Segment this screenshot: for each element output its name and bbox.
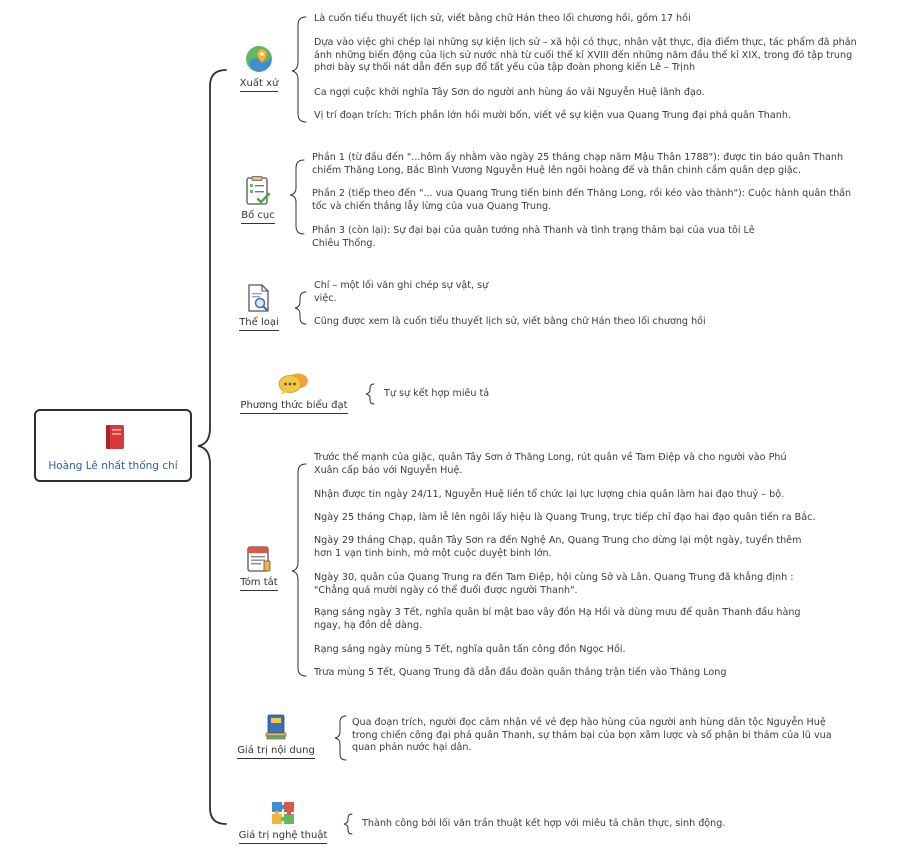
list-item: Qua đoạn trích, người đọc cảm nhận về vẻ đẹp hào hùng của người anh hùng dân tộc Nguyễn Huệ trong chiến công đại phá quân Thanh, sự thảm bại của bọn xâm lược và số phận bi thảm của lũ vua quan phản nước hại dân. (352, 717, 832, 753)
list-item: Phần 2 (tiếp theo đến "... vua Quang Trung tiến binh đến Thăng Long, rồi kéo vào thành"): Cuộc hành quân thần tốc và chiến thắng lẫy lừng của vua Quang Trung. (312, 188, 852, 212)
branch-label: Xuất xứ (240, 78, 279, 92)
list-item: Nhận được tin ngày 24/11, Nguyễn Huệ liền tổ chức lại lực lượng chia quân làm hai đạo thuỷ – bộ. (314, 489, 785, 500)
list-item: Tự sự kết hợp miêu tả (384, 388, 490, 399)
branch-label: Phương thức biểu đạt (240, 400, 347, 414)
list-item: Ngày 29 tháng Chạp, quân Tây Sơn ra đến Nghệ An, Quang Trung cho dừng lại một ngày, tuyển thêm hơn 1 vạn tinh binh, mở một cuộc duyệt binh lớn. (314, 535, 802, 559)
branch-xuat-xu[interactable] (236, 44, 282, 92)
list-item: Vị trí đoạn trích: Trích phần lớn hồi mười bốn, viết về sự kiện vua Quang Trung đại phá quân Thanh. (314, 110, 791, 121)
list-item: Dựa vào việc ghi chép lại những sự kiện lịch sử – xã hội có thực, nhân vật thực, địa điểm thực, tác phẩm đã phản ánh những biến động của lịch sử nước nhà từ cuối thế kỉ XVIII đến những năm đầu thế kỉ XIX, trong đó tập trung phơi bày sự thối nát dẫn đến sụp đổ tất yếu của tập đoàn phong kiến Lê – Trịnh (314, 37, 857, 73)
branch-tom-tat[interactable] (236, 545, 282, 591)
branch-gia-tri-noi-dung[interactable] (236, 713, 316, 759)
root-node[interactable] (34, 409, 192, 482)
branch-label: Giá trị nghệ thuật (239, 830, 328, 844)
news-page-icon (246, 545, 272, 573)
list-item: Ca ngợi cuộc khởi nghĩa Tây Sơn do người anh hùng áo vải Nguyễn Huệ lãnh đạo. (314, 87, 705, 98)
book-icon (105, 424, 125, 450)
list-item: Rạng sáng ngày 3 Tết, nghĩa quân bí mật bao vây đồn Hạ Hồi và dùng mưu để quân Thanh đầu hàng ngay, hạ đồn dễ dàng. (314, 607, 801, 631)
list-item: Ngày 30, quân của Quang Trung ra đến Tam Điệp, hội cùng Sở và Lân. Quang Trung đã khẳng định : "Chẳng quá mười ngày có thể đuổi được người Thanh". (314, 572, 794, 596)
list-item: Là cuốn tiểu thuyết lịch sử, viết bằng chữ Hán theo lối chương hồi, gồm 17 hồi (314, 13, 691, 24)
book-stack-icon (263, 713, 289, 741)
branch-label: Giá trị nội dung (237, 745, 315, 759)
puzzle-icon (270, 800, 296, 826)
list-item: Rạng sáng ngày mùng 5 Tết, nghĩa quân tấn công đồn Ngọc Hồi. (314, 644, 626, 655)
document-search-icon (246, 283, 272, 313)
list-item: Trước thế mạnh của giặc, quân Tây Sơn ở Thăng Long, rút quân về Tam Điệp và cho người vào Phú Xuân cấp báo với Nguyễn Huệ. (314, 452, 787, 476)
branch-the-loai[interactable] (234, 283, 284, 331)
list-item: Phần 3 (còn lại): Sự đại bại của quân tướng nhà Thanh và tình trạng thảm bại của vua tôi Lê Chiêu Thống. (312, 225, 755, 249)
branch-label: Tóm tắt (240, 577, 277, 591)
branch-phuong-thuc-bieu-dat[interactable] (236, 372, 352, 414)
checklist-icon (245, 176, 271, 206)
branch-label: Thể loại (239, 317, 279, 331)
list-item: Cũng được xem là cuốn tiểu thuyết lịch sử, viết bằng chữ Hán theo lối chương hồi (314, 316, 706, 327)
list-item: Phần 1 (từ đầu đến "...hôm ấy nhằm vào ngày 25 tháng chạp năm Mậu Thân 1788"): được tin báo quân Thanh chiếm Thăng Long, Bắc Bình Vương Nguyễn Huệ lên ngôi hoàng đế và thân chinh cầm quân dẹp giặc. (312, 152, 844, 176)
location-pin-icon (244, 44, 274, 74)
speech-bubbles-icon (278, 372, 310, 396)
branch-gia-tri-nghe-thuat[interactable] (236, 800, 330, 844)
root-title: Hoàng Lê nhất thống chí (48, 460, 178, 472)
branch-bo-cuc[interactable] (234, 176, 282, 224)
list-item: Thành công bởi lối văn trần thuật kết hợp với miêu tả chân thực, sinh động. (362, 818, 726, 829)
branch-label: Bố cục (241, 210, 275, 224)
list-item: Ngày 25 tháng Chạp, làm lễ lên ngôi lấy hiệu là Quang Trung, trực tiếp chỉ đạo hai đạo quân tiến ra Bắc. (314, 512, 816, 523)
list-item: Trưa mùng 5 Tết, Quang Trung đã dẫn đầu đoàn quân thắng trận tiến vào Thăng Long (314, 667, 727, 678)
list-item: Chí – một lối văn ghi chép sự vật, sự việc. (314, 280, 489, 304)
